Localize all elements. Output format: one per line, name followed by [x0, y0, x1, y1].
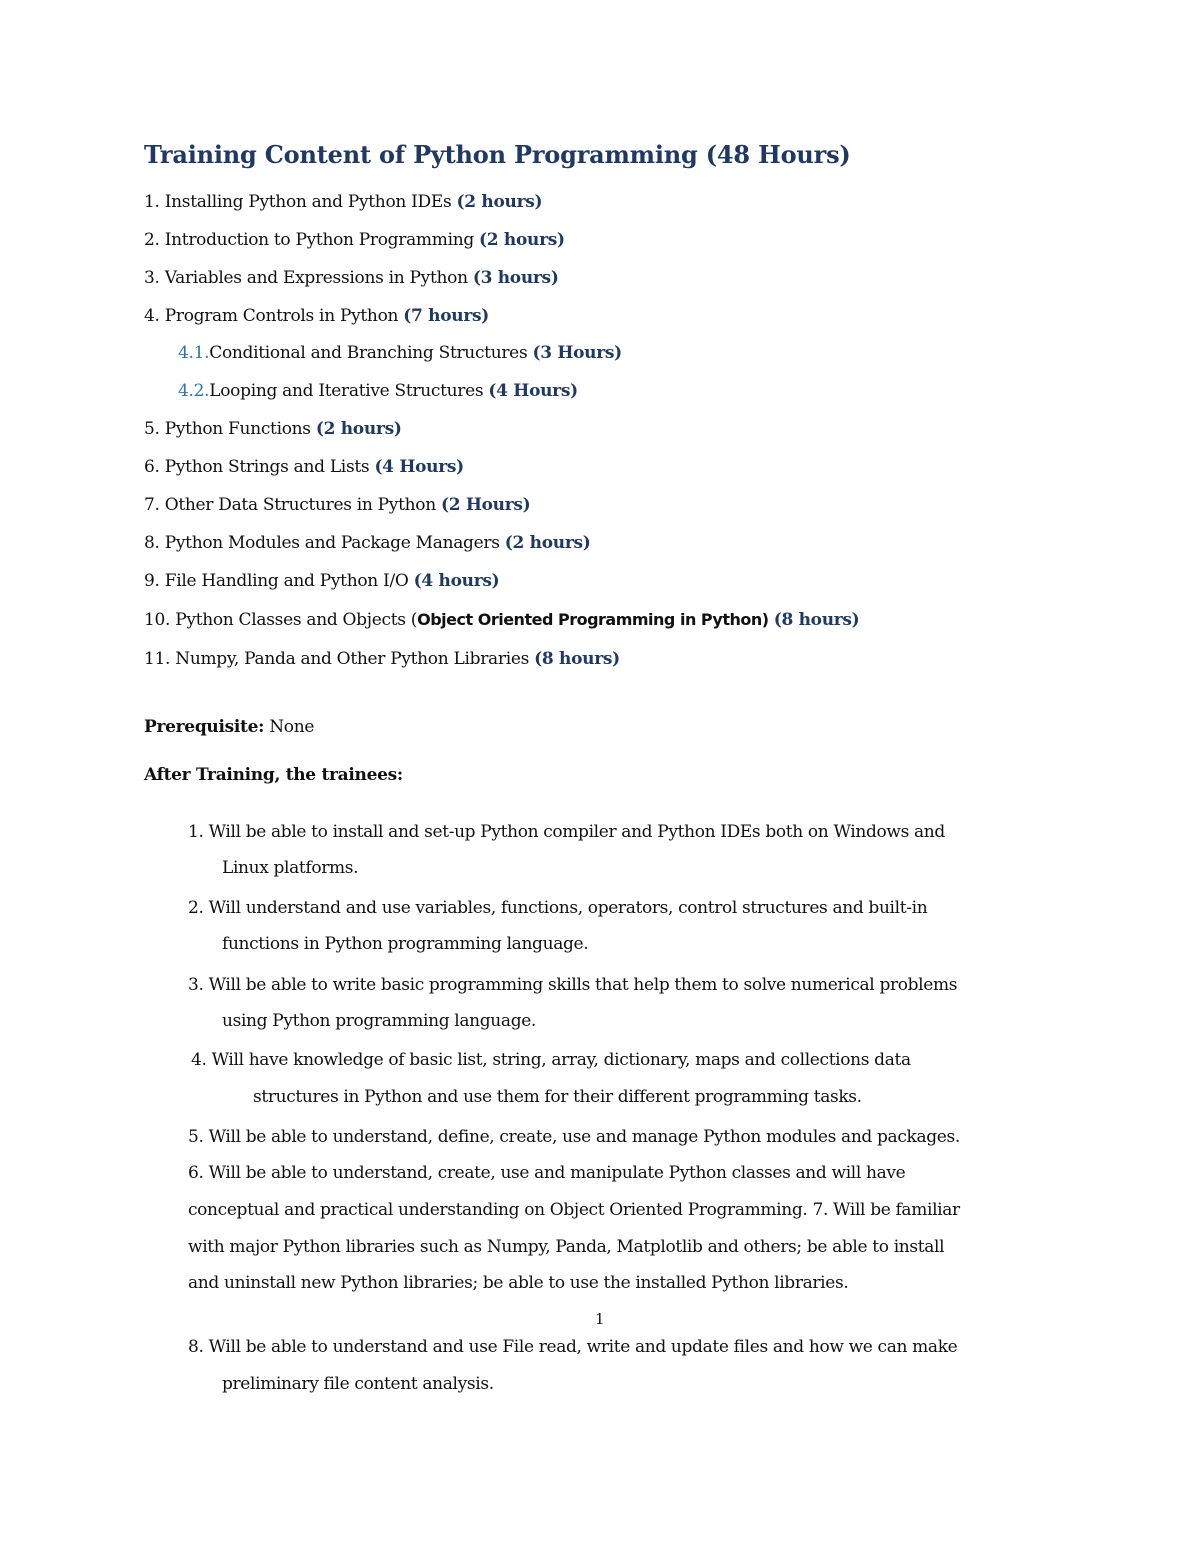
toc-text: Installing Python and Python IDEs: [164, 192, 452, 212]
toc-hours: (3 hours): [472, 268, 559, 288]
page-title: Training Content of Python Programming (48 Hours): [144, 140, 851, 169]
outcome-line: 2. Will understand and use variables, functions, operators, control structures and built-in: [188, 898, 928, 918]
toc-item: [144, 229, 565, 251]
toc-num: 4.2.: [178, 381, 210, 401]
toc-num: 8.: [144, 533, 160, 553]
outcome-line: preliminary file content analysis.: [222, 1374, 494, 1394]
toc-text: Program Controls in Python: [164, 306, 399, 326]
outcome-line: using Python programming language.: [222, 1011, 536, 1031]
toc-num: 7.: [144, 495, 160, 515]
toc-num: 6.: [144, 457, 160, 477]
toc-hours: (2 hours): [504, 533, 591, 553]
outcome-line: 1. Will be able to install and set-up Python compiler and Python IDEs both on Windows and: [188, 822, 945, 842]
toc-num: 2.: [144, 230, 160, 250]
toc-text: Python Functions: [164, 419, 311, 439]
toc-text: File Handling and Python I/O: [164, 571, 409, 591]
toc-hours: (4 hours): [413, 571, 500, 591]
after-training-heading: After Training, the trainees:: [144, 765, 403, 785]
toc-item: [144, 648, 620, 670]
toc-hours: (8 hours): [534, 649, 620, 669]
outcome-line: with major Python libraries such as Numpy, Panda, Matplotlib and others; be able to install: [188, 1237, 945, 1257]
toc-item: [144, 494, 530, 516]
toc-item: [144, 456, 464, 478]
toc-hours: (3 Hours): [532, 343, 622, 363]
toc-hours: (2 hours): [456, 192, 543, 212]
toc-item: [144, 609, 859, 631]
toc-item: [144, 418, 402, 440]
toc-subitem: [178, 380, 578, 402]
toc-text: Variables and Expressions in Python: [164, 268, 468, 288]
prerequisite: [144, 716, 314, 738]
toc-emphasis: Object Oriented Programming in Python): [417, 610, 769, 629]
page-number: 1: [595, 1310, 605, 1328]
toc-text: Python Classes and Objects (: [175, 610, 418, 630]
toc-item: [144, 570, 499, 592]
toc-text: Python Modules and Package Managers: [164, 533, 500, 553]
toc-hours: (2 hours): [479, 230, 565, 250]
toc-num: 10.: [144, 610, 171, 630]
toc-text: Introduction to Python Programming: [164, 230, 474, 250]
outcome-line: 3. Will be able to write basic programming skills that help them to solve numerical problems: [188, 975, 958, 995]
prerequisite-label: Prerequisite:: [144, 717, 265, 737]
toc-item: [144, 191, 542, 213]
outcome-line: 5. Will be able to understand, define, create, use and manage Python modules and packages.: [188, 1127, 960, 1147]
outcome-line: and uninstall new Python libraries; be able to use the installed Python libraries.: [188, 1273, 849, 1293]
prerequisite-value: None: [269, 717, 315, 737]
toc-hours: (2 Hours): [440, 495, 531, 515]
outcome-line: structures in Python and use them for their different programming tasks.: [253, 1087, 862, 1107]
outcome-line: conceptual and practical understanding on Object Oriented Programming. 7. Will be familiar: [188, 1200, 960, 1220]
toc-text: Looping and Iterative Structures: [209, 381, 484, 401]
toc-num: 5.: [144, 419, 160, 439]
toc-num: 11.: [144, 649, 171, 669]
toc-hours: (4 Hours): [374, 457, 464, 477]
toc-hours: (4 Hours): [488, 381, 578, 401]
outcome-line: 6. Will be able to understand, create, use and manipulate Python classes and will have: [188, 1163, 906, 1183]
outcome-line: 8. Will be able to understand and use File read, write and update files and how we can make: [188, 1337, 958, 1357]
outcome-line: 4. Will have knowledge of basic list, string, array, dictionary, maps and collections data: [191, 1050, 911, 1070]
toc-text: Python Strings and Lists: [164, 457, 370, 477]
toc-text: Conditional and Branching Structures: [209, 343, 528, 363]
toc-subitem: [178, 342, 622, 364]
toc-num: 4.: [144, 306, 160, 326]
outcome-line: functions in Python programming language.: [222, 934, 589, 954]
toc-text: Other Data Structures in Python: [164, 495, 436, 515]
toc-text: Numpy, Panda and Other Python Libraries: [175, 649, 530, 669]
toc-item: [144, 267, 559, 289]
toc-hours: (8 hours): [773, 610, 860, 630]
toc-num: 9.: [144, 571, 160, 591]
toc-item: [144, 305, 489, 327]
toc-num: 3.: [144, 268, 160, 288]
toc-item: [144, 532, 591, 554]
toc-hours: (2 hours): [315, 419, 402, 439]
toc-num: 4.1.: [178, 343, 210, 363]
toc-num: 1.: [144, 192, 160, 212]
outcome-line: Linux platforms.: [222, 858, 359, 878]
toc-hours: (7 hours): [403, 306, 489, 326]
